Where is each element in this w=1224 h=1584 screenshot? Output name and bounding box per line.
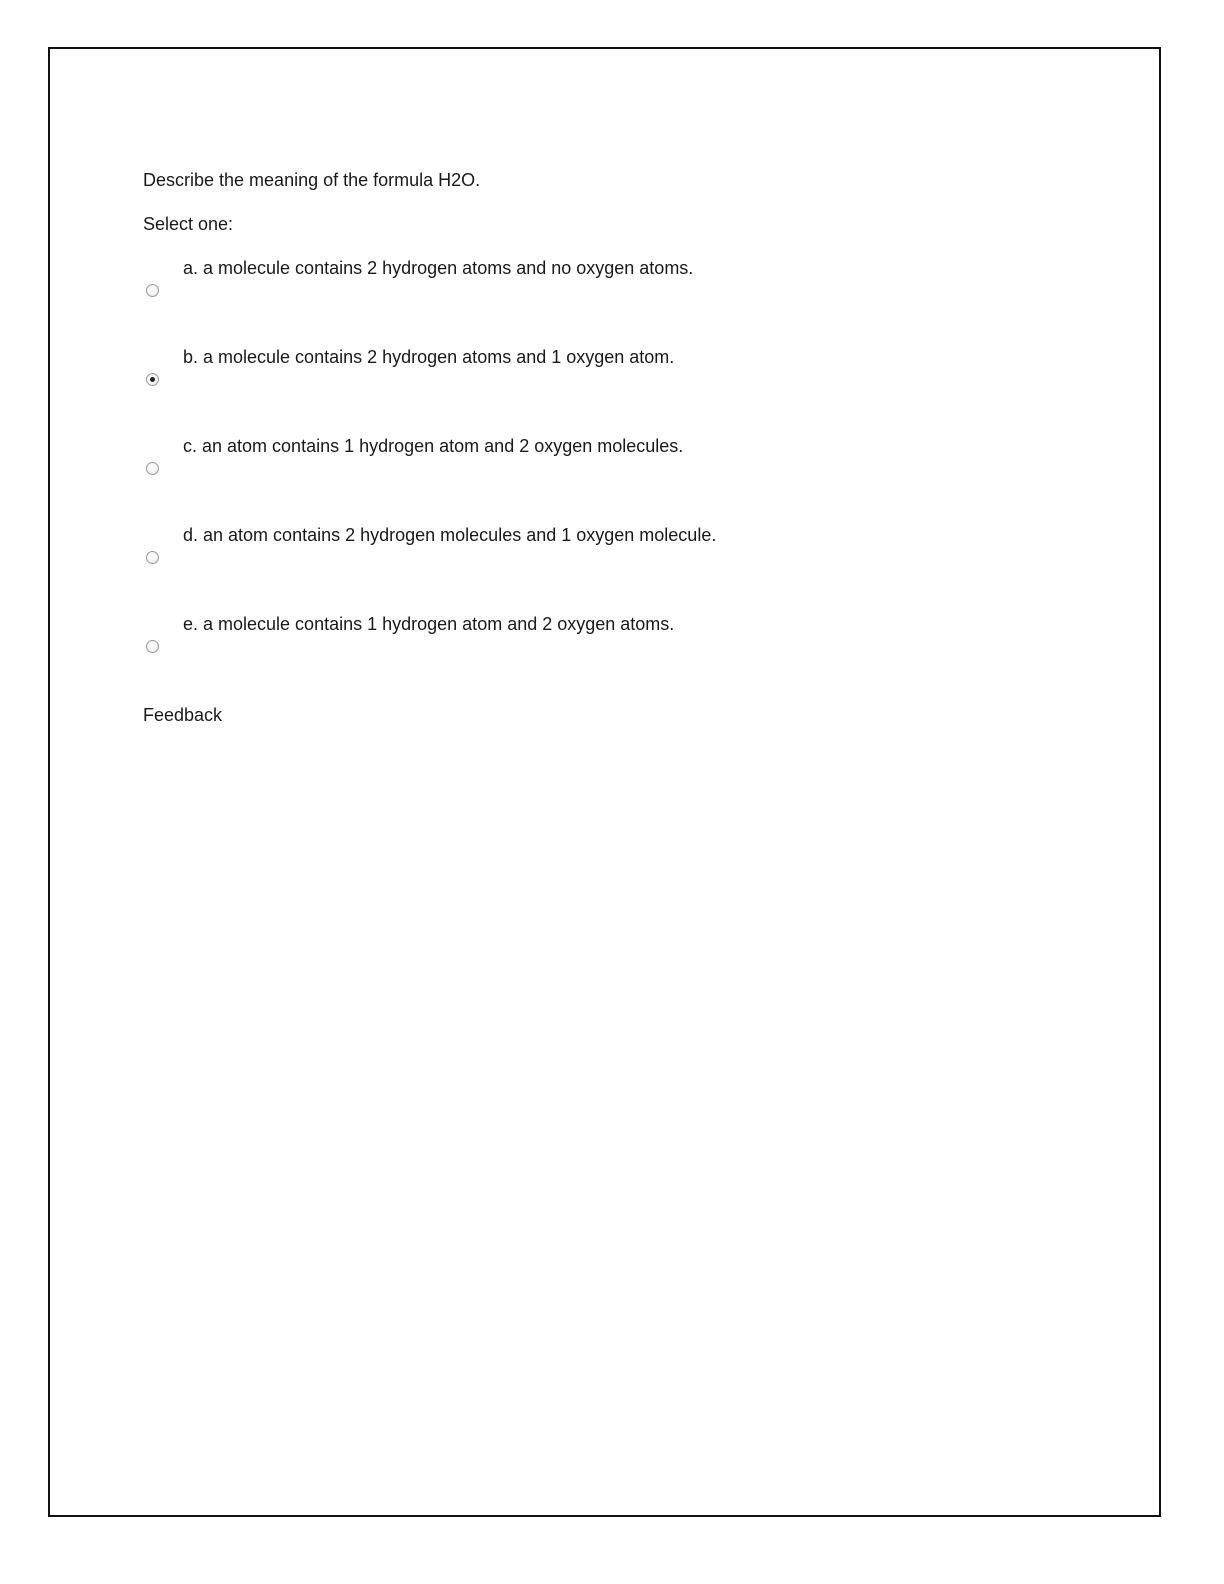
- option-a-label[interactable]: a. a molecule contains 2 hydrogen atoms and no oxygen atoms.: [183, 258, 694, 278]
- feedback-label: Feedback: [143, 705, 223, 725]
- option-b[interactable]: [143, 345, 1043, 434]
- option-a-radio[interactable]: [146, 284, 159, 297]
- option-d-label[interactable]: d. an atom contains 2 hydrogen molecules and 1 oxygen molecule.: [183, 525, 717, 545]
- option-d-radio[interactable]: [146, 551, 159, 564]
- option-b-radio[interactable]: [146, 373, 159, 386]
- question-text: Describe the meaning of the formula H2O.: [143, 170, 481, 190]
- option-e-radio[interactable]: [146, 640, 159, 653]
- option-c-label[interactable]: c. an atom contains 1 hydrogen atom and 2 oxygen molecules.: [183, 436, 684, 456]
- answer-options: [143, 256, 1043, 701]
- option-c-radio[interactable]: [146, 462, 159, 475]
- option-d[interactable]: [143, 523, 1043, 612]
- option-e-label[interactable]: e. a molecule contains 1 hydrogen atom and 2 oxygen atoms.: [183, 614, 675, 634]
- select-one-prompt: Select one:: [143, 214, 234, 234]
- option-c[interactable]: [143, 434, 1043, 523]
- option-e[interactable]: [143, 612, 1043, 701]
- option-a[interactable]: [143, 256, 1043, 345]
- option-b-label[interactable]: b. a molecule contains 2 hydrogen atoms and 1 oxygen atom.: [183, 347, 675, 367]
- question-block: [143, 168, 1043, 725]
